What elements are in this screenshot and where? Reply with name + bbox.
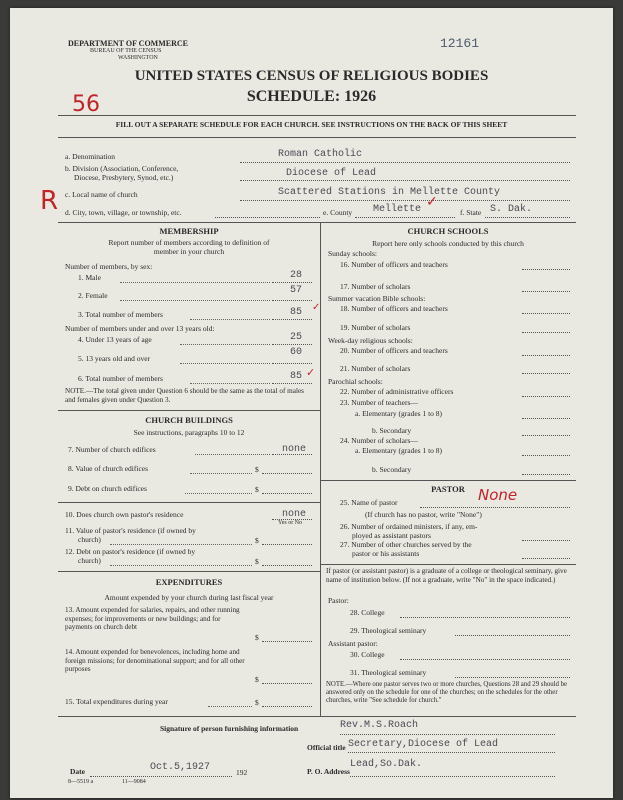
summer-label: Summer vacation Bible schools: (328, 294, 426, 303)
q2-label: 2. Female (78, 291, 108, 300)
q26-label-2: ployed as assistant pastors (352, 531, 431, 540)
q1-line (272, 282, 312, 283)
instruction-rule (58, 137, 576, 138)
q31-label: 31. Theological seminary (350, 668, 427, 677)
signature-label: Signature of person furnishing information (160, 724, 299, 733)
expenditures-intro: Amount expended by your church during last fiscal year (104, 593, 274, 602)
q25-label: 25. Name of pastor (340, 498, 398, 507)
membership-intro-2: member in your church (153, 247, 225, 256)
membership-intro-1: Report number of members according to definition of (108, 238, 270, 247)
q4-leader (180, 344, 270, 345)
county-label: e. County (323, 208, 353, 217)
membership-heading: MEMBERSHIP (159, 226, 219, 236)
q25-note: (If church has no pastor, write "None") (365, 510, 482, 519)
date-line (90, 776, 232, 777)
membership-note: NOTE.—The total given under Question 6 should be the same as the total of males and females given under Question 3. (65, 387, 304, 404)
q5-leader (180, 363, 270, 364)
q13-label: 13. Amount expended for salaries, repairs, and other running expenses; for improvements or new buildings; and for payments on church debt (65, 606, 240, 631)
q17-line (522, 291, 570, 292)
q21-label: 21. Number of scholars (340, 364, 411, 373)
q15-dollar: $ (255, 698, 259, 707)
q11-label-2: church) (78, 535, 101, 544)
q8-label: 8. Value of church edifices (68, 464, 149, 473)
q11-dollar: $ (255, 536, 259, 545)
schools-bottom-rule (320, 480, 576, 481)
local-name-value: Scattered Stations in Mellette County (278, 187, 501, 198)
q3-label: 3. Total number of members (78, 310, 163, 319)
q22-label: 22. Number of administrative officers (340, 387, 454, 396)
census-schedule-sheet (10, 8, 613, 798)
q7-value: none (282, 444, 307, 455)
q3-value: 85 (290, 307, 303, 318)
q8-leader (190, 473, 252, 474)
q17-label: 17. Number of scholars (340, 282, 411, 291)
q23b-label: b. Secondary (372, 426, 412, 435)
q12-label-1: 12. Debt on pastor's residence (if owned by (65, 547, 196, 556)
q7-label: 7. Number of church edifices (68, 445, 156, 454)
handwritten-letter: R (40, 186, 59, 216)
weekday-label: Week-day religious schools: (328, 336, 413, 345)
county-value: Mellette (373, 204, 422, 215)
q6-leader (190, 383, 270, 384)
age-intro-label: Number of members under and over 13 years old: (65, 324, 215, 333)
handwritten-number: 56 (72, 92, 100, 117)
official-title-label: Official title (307, 743, 346, 752)
q4-line (272, 344, 312, 345)
q5-line (272, 363, 312, 364)
city-line (215, 217, 320, 218)
q26-label-1: 26. Number of ordained ministers, if any, em- (340, 522, 478, 531)
q3-check-icon: ✓ (312, 302, 321, 313)
by-sex-label: Number of members, by sex: (65, 262, 153, 271)
state-line (485, 217, 570, 218)
q9-leader (185, 493, 252, 494)
q21-line (522, 373, 570, 374)
q30-label: 30. College (350, 650, 385, 659)
separate-schedule-instruction: FILL OUT A SEPARATE SCHEDULE FOR EACH CHURCH. SEE INSTRUCTIONS ON THE BACK OF THIS SHEET (115, 120, 508, 129)
q30-line (400, 659, 570, 660)
city-heading: WASHINGTON (118, 55, 158, 61)
q14-label: 14. Amount expended for benevolences, including home and foreign missions; for denominational support; and for all other purposes (65, 648, 245, 673)
q20-line (522, 355, 570, 356)
division-line (240, 180, 570, 181)
county-line (355, 217, 455, 218)
q11-label-1: 11. Value of pastor's residence (if owned by (65, 526, 196, 535)
pastor-mid-rule (320, 564, 576, 565)
q1-value: 28 (290, 270, 303, 281)
q4-value: 25 (290, 332, 303, 343)
schedule-title: SCHEDULE: 1926 (246, 88, 377, 105)
official-title-line (348, 752, 555, 753)
q16-line (522, 269, 570, 270)
q26-line (522, 540, 570, 541)
parochial-label: Parochial schools: (328, 377, 383, 386)
q2-leader (120, 300, 270, 301)
q27-label-2: pastor or his assistants (352, 549, 420, 558)
q8-line (262, 473, 312, 474)
buildings-bottom-rule (58, 571, 320, 572)
q24a-label: a. Elementary (grades 1 to 8) (355, 446, 443, 455)
state-value: S. Dak. (490, 204, 533, 215)
q19-line (522, 332, 570, 333)
q10-label: 10. Does church own pastor's residence (65, 510, 184, 519)
q15-label: 15. Total expenditures during year (65, 697, 168, 706)
q11-leader (110, 544, 252, 545)
q12-leader (110, 565, 252, 566)
q20-label: 20. Number of officers and teachers (340, 346, 448, 355)
q6-line (272, 383, 312, 384)
sunday-label: Sunday schools: (328, 249, 377, 258)
q23a-label: a. Elementary (grades 1 to 8) (355, 409, 443, 418)
official-title-value: Secretary,Diocese of Lead (348, 739, 499, 750)
q11-line (262, 544, 312, 545)
q25-line (420, 507, 570, 508)
q8-dollar: $ (255, 465, 259, 474)
q12-dollar: $ (255, 557, 259, 566)
q29-label: 29. Theological seminary (350, 626, 427, 635)
q14-dollar: $ (255, 675, 259, 684)
division-label-1: b. Division (Association, Conference, (65, 164, 179, 173)
q24b-label: b. Secondary (372, 465, 412, 474)
q12-label-2: church) (78, 556, 101, 565)
q3-line (272, 319, 312, 320)
local-name-line (240, 200, 570, 201)
date-label: Date (70, 767, 85, 776)
q6-check-icon: ✓ (306, 366, 316, 379)
q23-label: 23. Number of teachers— (340, 398, 418, 407)
q9-label: 9. Debt on church edifices (68, 484, 147, 493)
year-suffix: 192 (236, 768, 248, 777)
q24a-line (522, 455, 570, 456)
division-label-2: Diocese, Presbytery, Synod, etc.) (74, 173, 174, 182)
q18-label: 18. Number of officers and teachers (340, 304, 448, 313)
q24b-line (522, 474, 570, 475)
q18-line (522, 313, 570, 314)
q10-value: none (282, 509, 307, 520)
grid-center-divider (320, 222, 321, 716)
q2-line (272, 300, 312, 301)
dept-heading: DEPARTMENT OF COMMERCE (68, 39, 189, 48)
division-value: Diocese of Lead (286, 168, 377, 179)
q19-label: 19. Number of scholars (340, 323, 411, 332)
q1-leader (120, 282, 270, 283)
q13-line (262, 641, 312, 642)
q13-dollar: $ (255, 633, 259, 642)
denomination-value: Roman Catholic (278, 149, 363, 160)
bureau-heading: BUREAU OF THE CENSUS (90, 48, 162, 54)
q16-label: 16. Number of officers and teachers (340, 260, 448, 269)
q3-leader (190, 319, 270, 320)
q24-label: 24. Number of scholars— (340, 436, 418, 445)
grid-top-rule (58, 222, 576, 223)
q12-line (262, 565, 312, 566)
buildings-heading: CHURCH BUILDINGS (145, 415, 233, 425)
q6-value: 85 (290, 371, 303, 382)
handwritten-none: None (478, 486, 518, 504)
membership-bottom-rule (58, 410, 320, 411)
local-name-label: c. Local name of church (65, 190, 138, 199)
city-label: d. City, town, village, or township, etc. (65, 208, 182, 217)
q28-label: 28. College (350, 608, 385, 617)
signature-line (340, 734, 555, 735)
po-address-value: Lead,So.Dak. (350, 759, 423, 770)
q15-leader (208, 706, 252, 707)
check-mark-icon: ✓ (426, 194, 438, 210)
schools-intro: Report here only schools conducted by this church (372, 239, 524, 248)
q9-dollar: $ (255, 485, 259, 494)
q29-line (455, 635, 570, 636)
q14-line (262, 683, 312, 684)
q31-line (455, 677, 570, 678)
pastor-heading: PASTOR (431, 484, 465, 494)
buildings-mid-rule (58, 502, 320, 503)
pastor-sublabel: Pastor: (328, 596, 349, 605)
denomination-line (240, 162, 570, 163)
print-number: 11—9084 (122, 779, 146, 785)
q28-line (400, 617, 570, 618)
expenditures-heading: EXPENDITURES (155, 577, 223, 587)
schools-heading: CHURCH SCHOOLS (407, 226, 489, 236)
q9-line (262, 493, 312, 494)
form-title: UNITED STATES CENSUS OF RELIGIOUS BODIES (134, 68, 489, 84)
header-rule (58, 115, 576, 116)
q23a-line (522, 418, 570, 419)
q5-label: 5. 13 years old and over (78, 354, 151, 363)
state-label: f. State (460, 208, 482, 217)
signature-value: Rev.M.S.Roach (340, 720, 419, 731)
q27-label-1: 27. Number of other churches served by the (340, 540, 472, 549)
po-address-label: P. O. Address (307, 767, 350, 776)
pastor-note: NOTE.—Where one pastor serves two or more churches, Questions 28 and 29 should be answered only on the schedule for one of the churches; on the schedules for the other churches, write "See schedule for church." (326, 681, 568, 704)
college-instruction: If pastor (or assistant pastor) is a graduate of a college or theological seminary, give name of institution below. (If not a graduate, write "No" in the space indicated.) (326, 567, 567, 584)
q2-value: 57 (290, 285, 303, 296)
assistant-sublabel: Assistant pastor: (328, 639, 378, 648)
q6-label: 6. Total number of members (78, 374, 163, 383)
q22-line (522, 396, 570, 397)
buildings-intro: See instructions, paragraphs 10 to 12 (133, 428, 245, 437)
grid-bottom-rule (58, 716, 576, 717)
q27-line (522, 558, 570, 559)
q23b-line (522, 435, 570, 436)
po-address-line (350, 776, 555, 777)
denomination-label: a. Denomination (65, 152, 115, 161)
q7-leader (195, 454, 270, 455)
q1-label: 1. Male (78, 273, 101, 282)
q5-value: 60 (290, 347, 303, 358)
yes-no-caption: Yes or No (278, 520, 303, 526)
form-number: 8—5519 a (68, 779, 94, 785)
q15-line (262, 706, 312, 707)
date-value: Oct.5,1927 (150, 762, 211, 773)
serial-number: 12161 (440, 36, 480, 51)
q4-label: 4. Under 13 years of age (78, 335, 152, 344)
